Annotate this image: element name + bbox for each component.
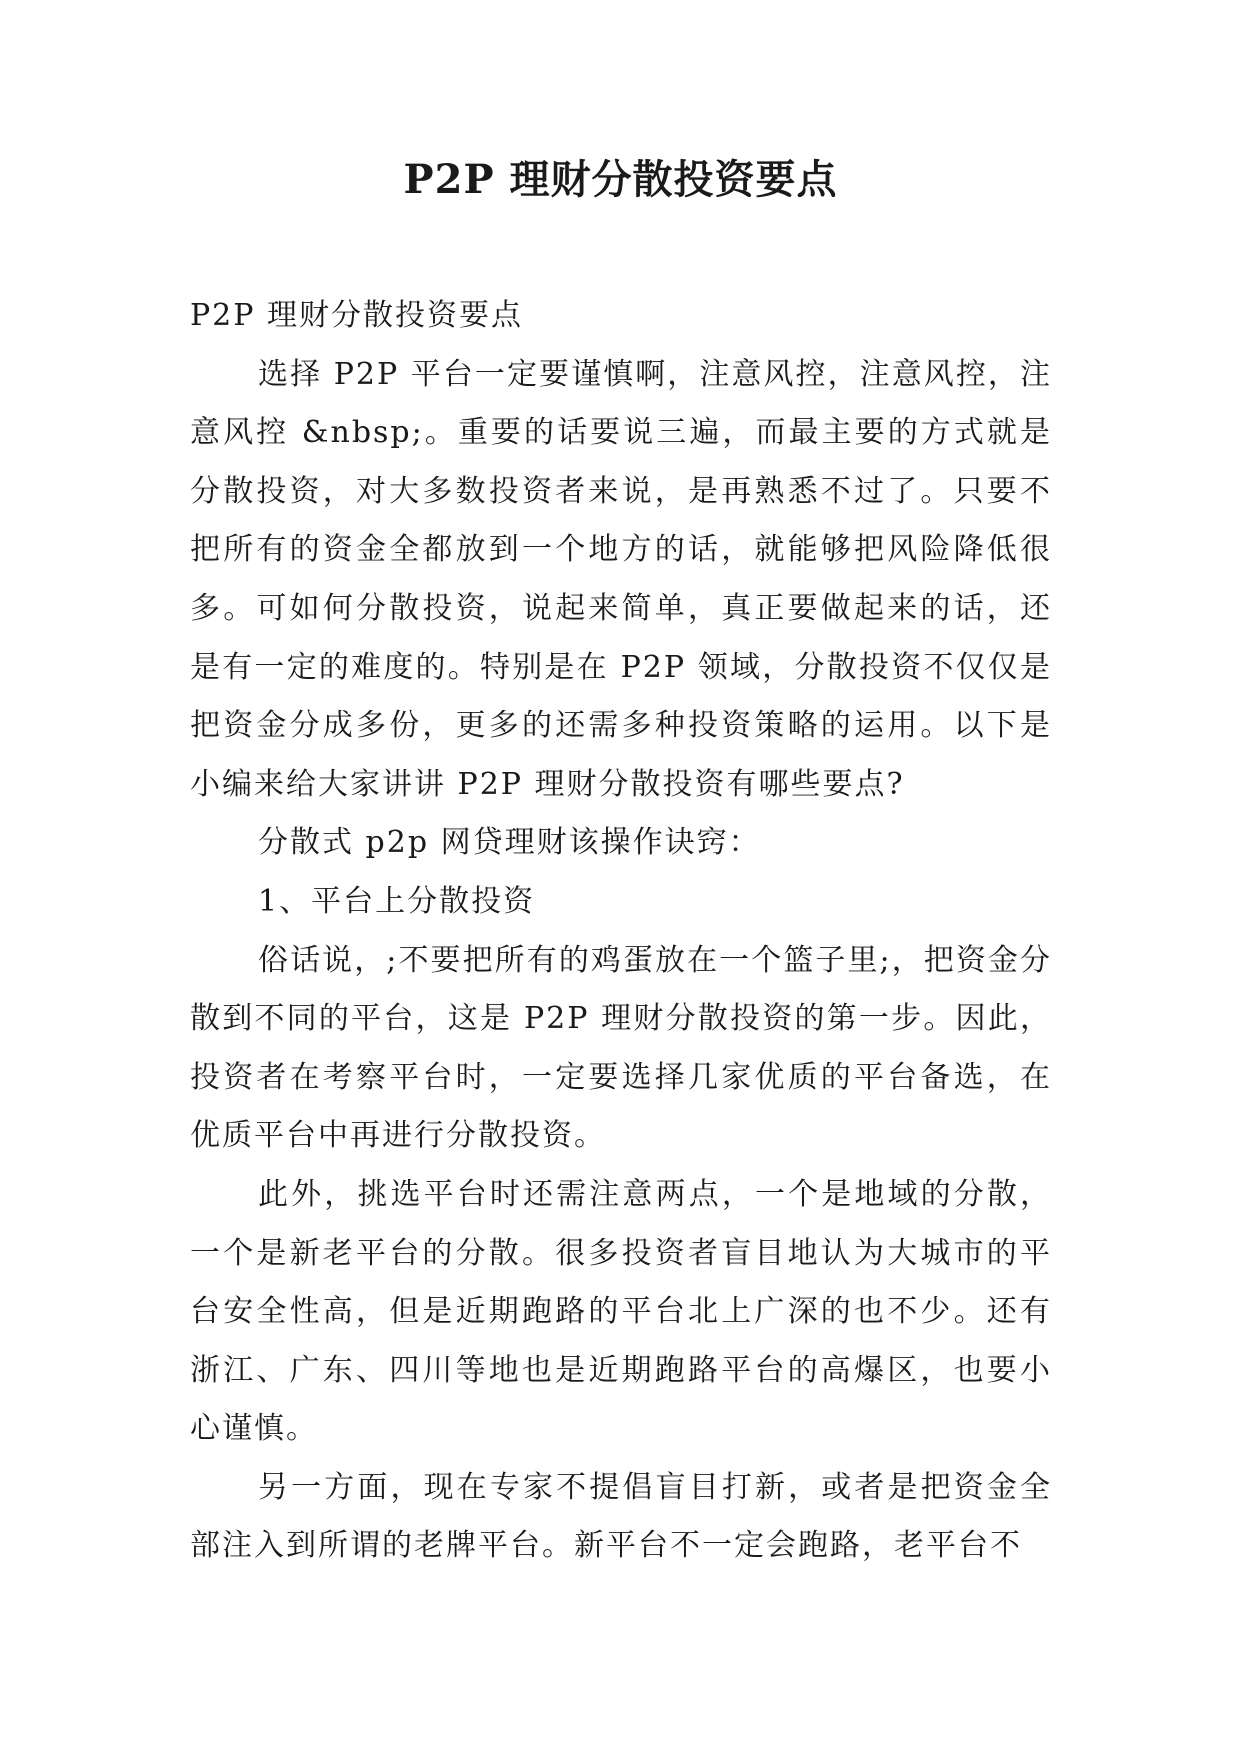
paragraph: 俗话说，;不要把所有的鸡蛋放在一个篮子里;，把资金分散到不同的平台，这是 P2P 理财分散投资的第一步。因此，投资者在考察平台时，一定要选择几家优质的平台备选，在优质平台中再进行分散投资。 (190, 942, 1052, 1154)
section-heading: 1、平台上分散投资 (258, 883, 536, 919)
paragraph: 另一方面，现在专家不提倡盲目打新，或者是把资金全部注入到所谓的老牌平台。新平台不一定会跑路，老平台不 (190, 1469, 1052, 1564)
document-body (190, 287, 1052, 1576)
paragraph: 此外，挑选平台时还需注意两点，一个是地域的分散，一个是新老平台的分散。很多投资者盲目地认为大城市的平台安全性高，但是近期跑路的平台北上广深的也不少。还有浙江、广东、四川等地也是近期跑路平台的高爆区，也要小心谨慎。 (190, 1176, 1052, 1447)
paragraph: 分散式 p2p 网贷理财该操作诀窍： (258, 825, 761, 861)
document-title: P2P 理财分散投资要点 (403, 156, 838, 203)
paragraph: 选择 P2P 平台一定要谨慎啊，注意风控，注意风控，注意风控 &nbsp;。重要的话要说三遍，而最主要的方式就是分散投资，对大多数投资者来说，是再熟悉不过了。只要不把所有的资金全都放到一个地方的话，就能够把风险降低很多。可如何分散投资，说起来简单，真正要做起来的话，还是有一定的难度的。特别是在 P2P 领域，分散投资不仅仅是把资金分成多份，更多的还需多种投资策略的运用。以下是小编来给大家讲讲 P2P 理财分散投资有哪些要点? (190, 356, 1052, 802)
paragraph-heading: P2P 理财分散投资要点 (190, 298, 523, 333)
